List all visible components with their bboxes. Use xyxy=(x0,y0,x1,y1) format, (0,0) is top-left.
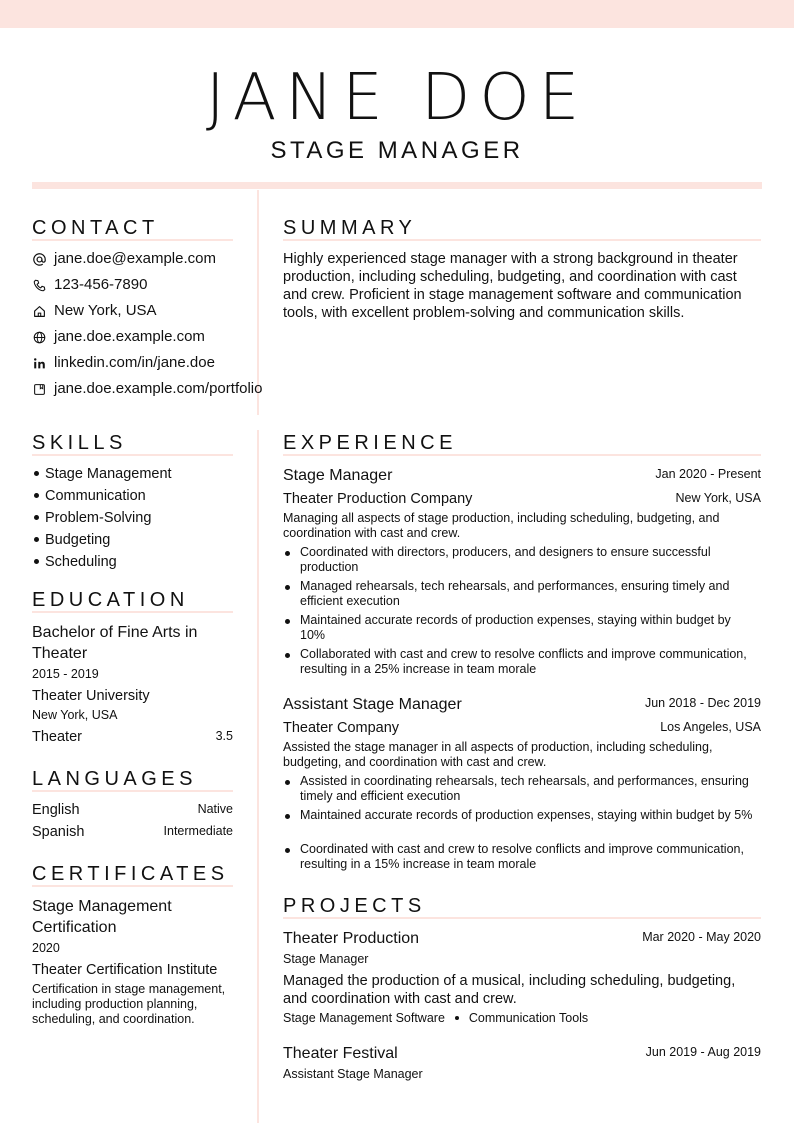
contact-portfolio[interactable] xyxy=(32,380,262,398)
job-dates: Jan 2020 - Present xyxy=(655,467,761,481)
language-level: Intermediate xyxy=(163,824,233,838)
language-name: Spanish xyxy=(32,824,85,840)
education-gpa: 3.5 xyxy=(215,729,233,743)
skill-item: Scheduling xyxy=(32,553,117,571)
skill-item: Problem-Solving xyxy=(32,509,151,527)
contact-portfolio-text: jane.doe.example.com/portfolio xyxy=(54,380,263,397)
skill-item: Stage Management xyxy=(32,465,172,483)
project-dates: Mar 2020 - May 2020 xyxy=(642,930,761,944)
contact-phone-text: 123-456-7890 xyxy=(54,276,148,293)
skills-heading-rule xyxy=(32,454,233,456)
projects-heading-rule xyxy=(283,917,761,919)
skill-item: Communication xyxy=(32,487,146,505)
job-bullet: Coordinated with directors, producers, and designers to ensure successful production xyxy=(283,545,753,575)
education-dates: 2015 - 2019 xyxy=(32,667,99,681)
summary-heading: SUMMARY xyxy=(283,217,417,239)
top-accent-band xyxy=(0,0,794,28)
job-description: Managing all aspects of stage production, including scheduling, budgeting, and coordination with cast and crew. xyxy=(283,511,720,540)
education-heading-rule xyxy=(32,611,233,613)
job-bullet: Maintained accurate records of production expenses, staying within budget by 10% xyxy=(283,613,753,643)
project-description: Managed the production of a musical, including scheduling, budgeting, and coordination with cast and crew. xyxy=(283,973,736,1007)
candidate-name: JANE DOE xyxy=(205,61,589,135)
contact-website-text: jane.doe.example.com xyxy=(54,328,205,345)
skills-heading: SKILLS xyxy=(32,432,127,454)
education-location: New York, USA xyxy=(32,708,118,722)
linkedin-icon xyxy=(32,356,46,370)
globe-icon xyxy=(32,330,46,344)
summary-heading-rule xyxy=(283,239,761,241)
candidate-role: STAGE MANAGER xyxy=(270,137,524,164)
contact-location-text: New York, USA xyxy=(54,302,157,319)
project-tool: Communication Tools xyxy=(468,1011,589,1025)
contact-website[interactable] xyxy=(32,328,205,346)
project-name: Theater Festival xyxy=(283,1045,398,1062)
education-heading: EDUCATION xyxy=(32,589,189,611)
skill-item: Budgeting xyxy=(32,531,110,549)
education-degree: Bachelor of Fine Arts in Theater xyxy=(32,624,198,662)
contact-linkedin-text: linkedin.com/in/jane.doe xyxy=(54,354,215,371)
project-name: Theater Production xyxy=(283,930,420,947)
contact-phone[interactable] xyxy=(32,276,147,294)
project-tool: Stage Management Software xyxy=(283,1011,445,1025)
contact-location xyxy=(32,302,157,320)
job-bullet: Coordinated with cast and crew to resolve conflicts and improve communication, resulting in a 15% increase in team morale xyxy=(283,842,753,872)
job-description: Assisted the stage manager in all aspects of production, including scheduling, budgeting, and coordination with cast and crew. xyxy=(283,740,713,769)
certificates-heading: CERTIFICATES xyxy=(32,863,229,885)
home-icon xyxy=(32,304,46,318)
column-divider-bottom xyxy=(257,430,259,1123)
certificate-issuer: Theater Certification Institute xyxy=(32,962,218,978)
job-dates: Jun 2018 - Dec 2019 xyxy=(644,696,761,710)
project-tools xyxy=(283,1011,588,1026)
experience-heading-rule xyxy=(283,454,761,456)
contact-email-text: jane.doe@example.com xyxy=(54,250,216,267)
certificates-heading-rule xyxy=(32,885,233,887)
summary-text: Highly experienced stage manager with a strong background in theater production, including scheduling, budgeting, and coordination with cast and crew. Proficient in stage management software and communication tools, with excellent problem-solving and communication skills. xyxy=(283,251,742,321)
language-level: Native xyxy=(197,802,233,816)
education-field: Theater xyxy=(32,729,82,745)
certificate-description: Certification in stage management, including production planning, scheduling, and coordination. xyxy=(32,982,226,1026)
contact-heading-rule xyxy=(32,239,233,241)
header-divider xyxy=(32,182,762,189)
job-title: Stage Manager xyxy=(283,467,393,484)
job-company: Theater Company xyxy=(283,720,400,736)
job-location: Los Angeles, USA xyxy=(660,720,761,734)
project-role: Stage Manager xyxy=(283,952,369,966)
education-school: Theater University xyxy=(32,688,150,704)
projects-heading: PROJECTS xyxy=(283,895,426,917)
at-icon xyxy=(32,252,46,266)
job-bullet: Maintained accurate records of production expenses, staying within budget by 5% xyxy=(283,808,753,823)
job-location: New York, USA xyxy=(675,491,761,505)
job-bullet: Managed rehearsals, tech rehearsals, and performances, ensuring timely and efficient execution xyxy=(283,579,753,609)
job-title: Assistant Stage Manager xyxy=(283,696,462,713)
job-bullet: Collaborated with cast and crew to resolve conflicts and improve communication, resulting in a 25% increase in team morale xyxy=(283,647,753,677)
languages-heading-rule xyxy=(32,790,233,792)
phone-icon xyxy=(32,278,46,292)
project-dates: Jun 2019 - Aug 2019 xyxy=(645,1045,761,1059)
job-bullet: Assisted in coordinating rehearsals, tech rehearsals, and performances, ensuring timely and efficient execution xyxy=(283,774,753,804)
contact-linkedin[interactable] xyxy=(32,354,215,372)
project-role: Assistant Stage Manager xyxy=(283,1067,423,1081)
contact-email[interactable] xyxy=(32,250,216,268)
job-company: Theater Production Company xyxy=(283,491,473,507)
language-name: English xyxy=(32,802,80,818)
experience-heading: EXPERIENCE xyxy=(283,432,457,454)
languages-heading: LANGUAGES xyxy=(32,768,197,790)
certificate-year: 2020 xyxy=(32,941,60,955)
contact-heading: CONTACT xyxy=(32,217,159,239)
portfolio-icon xyxy=(32,382,46,396)
certificate-name: Stage Management Certification xyxy=(32,898,172,936)
